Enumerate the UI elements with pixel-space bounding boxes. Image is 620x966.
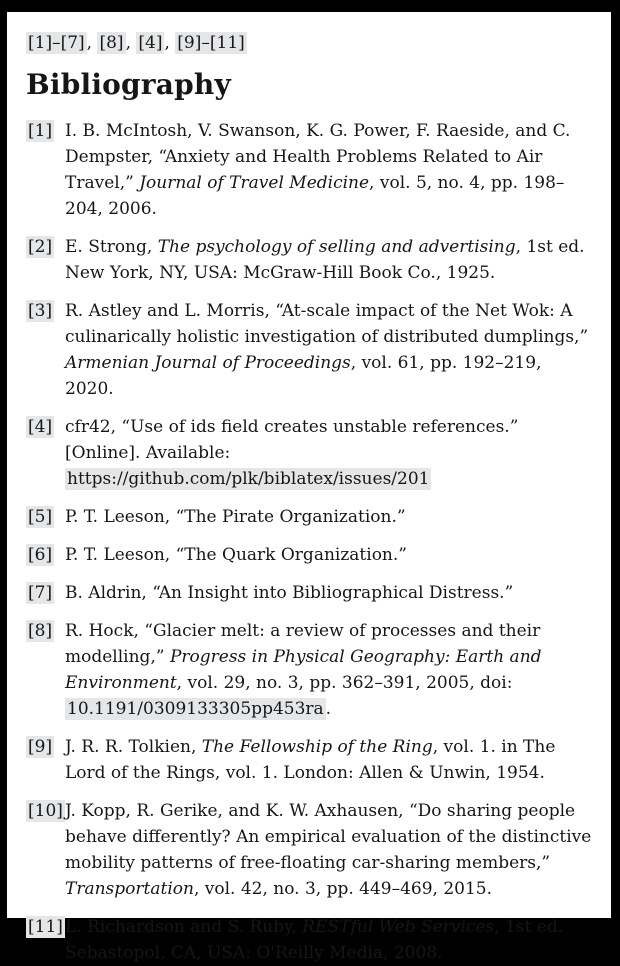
- entry-label-cell: [26, 580, 65, 606]
- bibliography-entry: [26, 118, 592, 222]
- entry-text-run: R. Astley and L. Morris, “At-scale impact of the Net Wok: A culinarically holistic investigation of distributed dumplings,”: [65, 301, 589, 347]
- entry-title-italic: The Fellowship of the Ring: [201, 737, 433, 757]
- entry-label-cell: [26, 504, 65, 530]
- doi-link[interactable]: 10.1191/0309133305pp453ra: [67, 699, 324, 719]
- bibliography-list: [26, 118, 592, 966]
- bibliography-entry: [26, 798, 592, 902]
- entry-text: [65, 734, 592, 786]
- entry-text: [65, 298, 592, 402]
- bibliography-entry: [26, 298, 592, 402]
- entry-label-link[interactable]: [1]: [28, 121, 53, 141]
- entry-text-run: B. Aldrin, “An Insight into Bibliographical Distress.”: [65, 583, 514, 603]
- entry-text-run: E. Strong,: [65, 237, 158, 257]
- entry-label-link[interactable]: [7]: [28, 583, 53, 603]
- citation-separator: ,: [86, 33, 98, 53]
- entry-text-run: P. T. Leeson, “The Quark Organization.”: [65, 545, 407, 565]
- entry-text: [65, 914, 592, 966]
- entry-text-run: J. Kopp, R. Gerike, and K. W. Axhausen, “Do sharing people behave differently? An empirical evaluation of the distinctive mobility patterns of free-floating car-sharing members,”: [65, 801, 592, 873]
- entry-text-run: P. T. Leeson, “The Pirate Organization.”: [65, 507, 406, 527]
- entry-text-run: I. B. McIntosh, V. Swanson, K. G. Power, F. Raeside, and C. Dempster, “Anxiety and Health Problems Related to Air Travel,”: [65, 121, 571, 193]
- entry-label-link[interactable]: [8]: [28, 621, 53, 641]
- entry-text: [65, 234, 592, 286]
- entry-text-run: , vol. 42, no. 3, pp. 449–469, 2015.: [193, 879, 493, 899]
- bibliography-entry: [26, 504, 592, 530]
- entry-text-run: R. Hock, “Glacier melt: a review of processes and their modelling,”: [65, 621, 541, 667]
- entry-text-run: J. R. R. Tolkien,: [65, 737, 202, 757]
- entry-label-link[interactable]: [6]: [28, 545, 53, 565]
- entry-label-link[interactable]: [2]: [28, 237, 53, 257]
- entry-title-italic: Journal of Travel Medicine: [139, 173, 370, 193]
- bibliography-entry: [26, 734, 592, 786]
- entry-text-run: , vol. 29, no. 3, pp. 362–391, 2005, doi:: [176, 673, 513, 693]
- citation-ref-link[interactable]: [8]: [99, 33, 124, 53]
- entry-label-cell: [26, 618, 65, 644]
- document-page: [7, 12, 611, 963]
- entry-label-cell: [26, 118, 65, 144]
- entry-text-run: L. Richardson and S. Ruby,: [65, 917, 303, 937]
- entry-text-run: , 1st ed. New York, NY, USA: McGraw-Hill Book Co., 1925.: [65, 237, 585, 283]
- entry-text: [65, 618, 592, 722]
- bibliography-entry: [26, 914, 592, 966]
- bibliography-entry: [26, 414, 592, 492]
- entry-label-link[interactable]: [4]: [28, 417, 53, 437]
- entry-text-run: cfr42, “Use of ids field creates unstable references.” [Online]. Available:: [65, 417, 519, 463]
- entry-text-run: .: [325, 699, 332, 719]
- entry-label-cell: [26, 234, 65, 260]
- citation-ref-link[interactable]: [4]: [138, 33, 163, 53]
- entry-title-italic: Armenian Journal of Proceedings: [65, 353, 351, 373]
- citation-ref-link[interactable]: [9]–[11]: [177, 33, 245, 53]
- bibliography-entry: [26, 580, 592, 606]
- bibliography-entry: [26, 234, 592, 286]
- page-content: [7, 12, 611, 966]
- entry-label-link[interactable]: [3]: [28, 301, 53, 321]
- url-link[interactable]: https://github.com/plk/biblatex/issues/201: [67, 469, 430, 489]
- entry-label-link[interactable]: [10]: [28, 801, 63, 821]
- entry-title-italic: Transportation: [65, 879, 194, 899]
- entry-text: [65, 504, 592, 530]
- entry-text: [65, 798, 592, 902]
- entry-label-cell: [26, 414, 65, 440]
- bibliography-heading: Bibliography: [26, 68, 231, 101]
- entry-text: [65, 542, 592, 568]
- citation-ref-link[interactable]: [1]–[7]: [28, 33, 85, 53]
- entry-title-italic: The psychology of selling and advertising: [157, 237, 516, 257]
- entry-label-link[interactable]: [11]: [28, 917, 63, 937]
- citation-separator: ,: [164, 33, 176, 53]
- entry-label-link[interactable]: [5]: [28, 507, 53, 527]
- entry-label-link[interactable]: [9]: [28, 737, 53, 757]
- citation-line: [26, 30, 592, 56]
- entry-label-cell: [26, 798, 65, 824]
- entry-label-cell: [26, 914, 65, 940]
- citation-separator: ,: [125, 33, 137, 53]
- entry-text-run: , 1st ed. Sebastopol, CA, USA: O'Reilly Media, 2008.: [65, 917, 564, 963]
- entry-text-run: , vol. 5, no. 4, pp. 198–204, 2006.: [65, 173, 565, 219]
- entry-text-run: , vol. 1. in The Lord of the Rings, vol. 1. London: Allen & Unwin, 1954.: [65, 737, 556, 783]
- entry-text: [65, 580, 592, 606]
- bibliography-entry: [26, 618, 592, 722]
- entry-label-cell: [26, 734, 65, 760]
- bibliography-entry: [26, 542, 592, 568]
- entry-text: [65, 414, 592, 492]
- entry-title-italic: RESTful Web Services: [302, 917, 495, 937]
- entry-title-italic: Progress in Physical Geography: Earth and Environment: [65, 647, 542, 693]
- entry-label-cell: [26, 542, 65, 568]
- entry-label-cell: [26, 298, 65, 324]
- entry-text: [65, 118, 592, 222]
- entry-text-run: , vol. 61, pp. 192–219, 2020.: [65, 353, 542, 399]
